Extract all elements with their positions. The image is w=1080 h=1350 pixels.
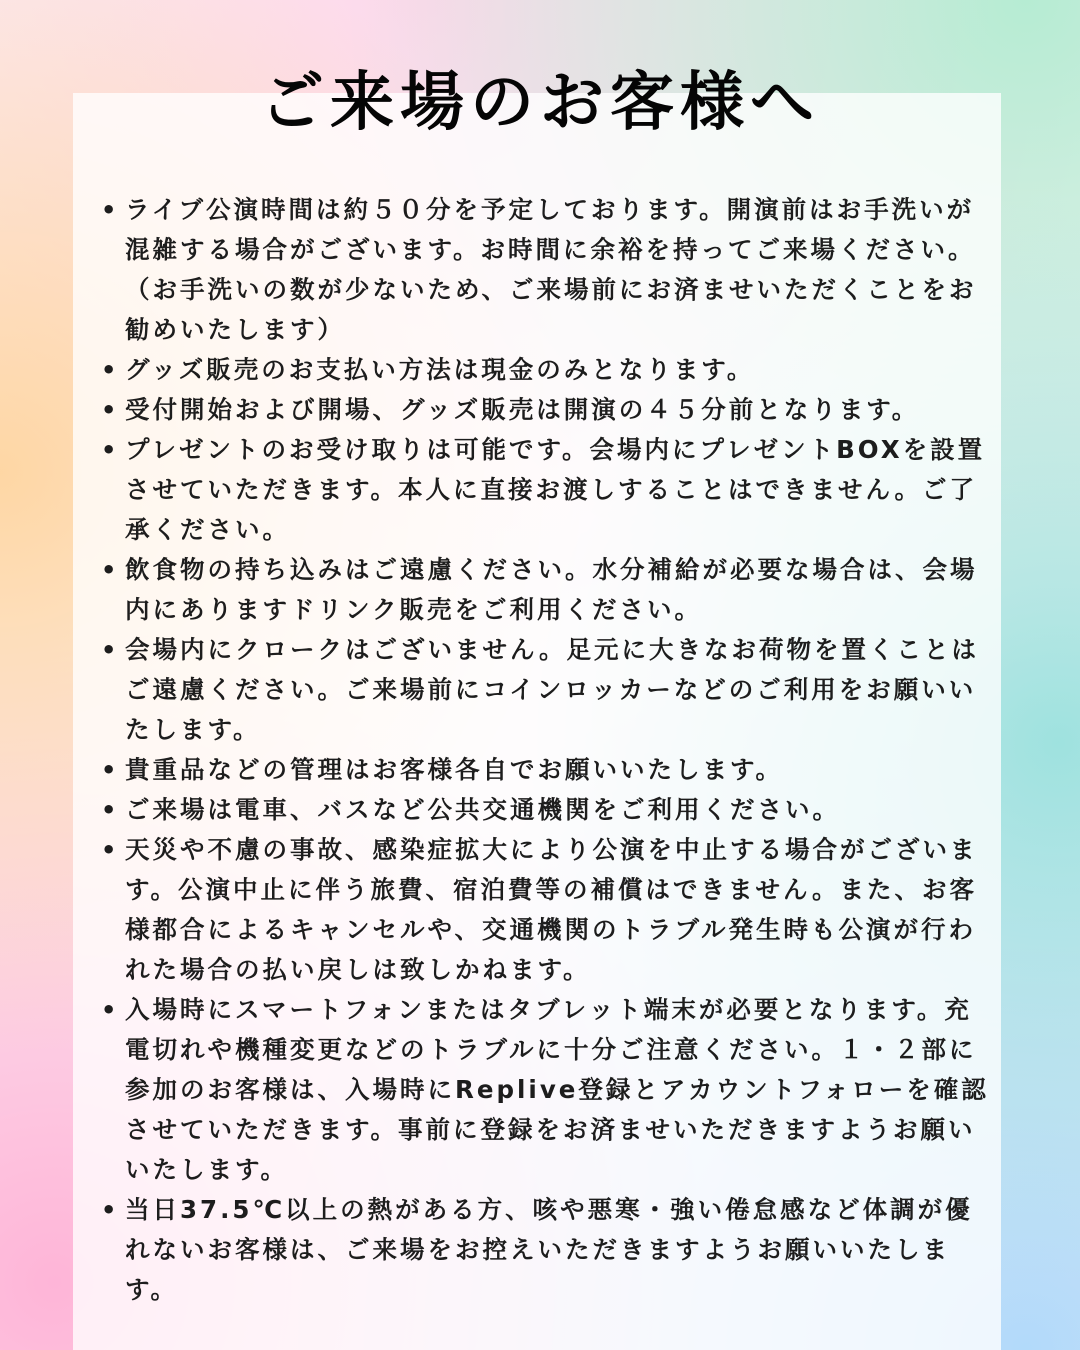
notice-text: ライブ公演時間は約５０分を予定しております。開演前はお手洗いが混雑する場合がございます。お時間に余裕を持ってご来場ください。（お手洗いの数が少ないため、ご来場前にお済ませいただくことをお勧めいたします） xyxy=(125,195,977,344)
list-item xyxy=(98,550,993,630)
notice-text: 当日37.5℃以上の熱がある方、咳や悪寒・強い倦怠感など体調が優れないお客様は、ご来場をお控えいただきますようお願いいたします。 xyxy=(125,1195,973,1304)
list-item xyxy=(98,990,993,1190)
list-item xyxy=(98,790,993,830)
notice-text: 貴重品などの管理はお客様各自でお願いいたします。 xyxy=(125,755,784,784)
list-item xyxy=(98,430,993,550)
list-item xyxy=(98,350,993,390)
notice-text: 会場内にクロークはございません。足元に大きなお荷物を置くことはご遠慮ください。ご来場前にコインロッカーなどのご利用をお願いいたします。 xyxy=(125,635,979,744)
bullet-icon: • xyxy=(101,756,120,784)
list-item xyxy=(98,750,993,790)
notice-text: 受付開始および開場、グッズ販売は開演の４５分前となります。 xyxy=(125,395,920,424)
bullet-icon: • xyxy=(101,796,120,824)
list-item xyxy=(98,830,993,990)
notice-text: 天災や不慮の事故、感染症拡大により公演を中止する場合がございます。公演中止に伴う旅費、宿泊費等の補償はできません。また、お客様都合によるキャンセルや、交通機関のトラブル発生時も公演が行われた場合の払い戻しは致しかねます。 xyxy=(125,835,978,984)
notice-text: 入場時にスマートフォンまたはタブレット端末が必要となります。充電切れや機種変更などのトラブルに十分ご注意ください。１・２部に参加のお客様は、入場時にReplive登録とアカウントフォローを確認させていただきます。事前に登録をお済ませいただきますようお願いいたします。 xyxy=(125,995,989,1184)
notice-text: グッズ販売のお支払い方法は現金のみとなります。 xyxy=(125,355,755,384)
bullet-icon: • xyxy=(101,1196,120,1224)
list-item xyxy=(98,190,993,350)
bullet-icon: • xyxy=(101,356,120,384)
bullet-icon: • xyxy=(101,836,120,864)
bullet-icon: • xyxy=(101,196,120,224)
bullet-icon: • xyxy=(101,396,120,424)
list-item xyxy=(98,1190,993,1310)
page-title: ご来場のお客様へ xyxy=(260,66,820,140)
list-item xyxy=(98,630,993,750)
notice-list xyxy=(98,190,993,1310)
bullet-icon: • xyxy=(101,436,120,464)
list-item xyxy=(98,390,993,430)
bullet-icon: • xyxy=(101,996,120,1024)
bullet-icon: • xyxy=(101,636,120,664)
bullet-icon: • xyxy=(101,556,120,584)
notice-text: プレゼントのお受け取りは可能です。会場内にプレゼントBOXを設置させていただきます。本人に直接お渡しすることはできません。ご了承ください。 xyxy=(125,435,986,544)
notice-text: ご来場は電車、バスなど公共交通機関をご利用ください。 xyxy=(125,795,840,824)
notice-text: 飲食物の持ち込みはご遠慮ください。水分補給が必要な場合は、会場内にありますドリンク販売をご利用ください。 xyxy=(125,555,978,624)
